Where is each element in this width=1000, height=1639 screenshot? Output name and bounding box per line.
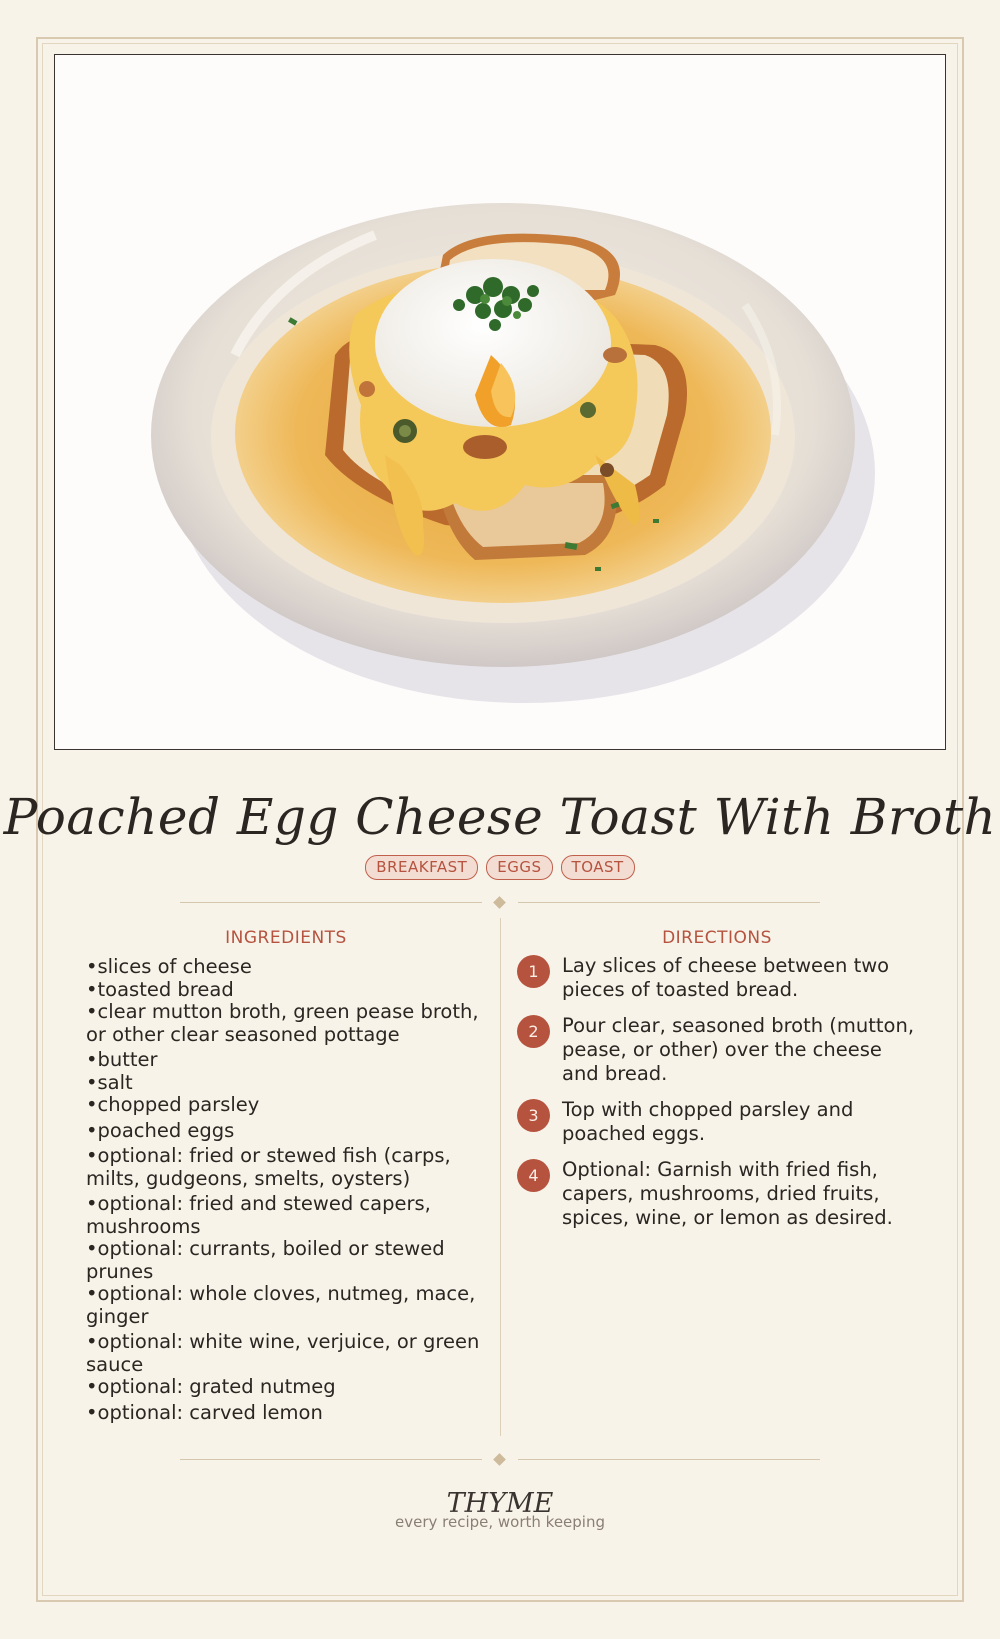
- directions-heading: DIRECTIONS: [662, 928, 772, 948]
- diamond-icon: [493, 896, 506, 909]
- ingredients-heading: INGREDIENTS: [225, 928, 347, 948]
- ingredient-item: • optional: whole cloves, nutmeg, mace, ginger: [86, 1283, 486, 1328]
- step-text: Pour clear, seasoned broth (mutton, pease, or other) over the cheese and bread.: [562, 1014, 915, 1085]
- step-number-badge: 4: [517, 1159, 550, 1192]
- step-text: Top with chopped parsley and poached eggs.: [562, 1098, 854, 1145]
- ingredient-item: • chopped parsley: [86, 1094, 486, 1117]
- ingredient-item: • optional: grated nutmeg: [86, 1376, 486, 1399]
- step-number-badge: 1: [517, 955, 550, 988]
- bottom-divider: [180, 1453, 820, 1465]
- tag-list: [0, 855, 1000, 880]
- recipe-photo: [54, 54, 946, 750]
- ingredient-item: • salt: [86, 1072, 486, 1095]
- ingredient-item: • optional: fried and stewed capers, mushrooms: [86, 1193, 486, 1238]
- ingredient-item: • poached eggs: [86, 1120, 486, 1143]
- ingredient-item: • toasted bread: [86, 979, 486, 1002]
- direction-step: [517, 954, 917, 1002]
- direction-list: [517, 954, 917, 1230]
- ingredient-item: • optional: carved lemon: [86, 1402, 486, 1425]
- ingredient-list: [86, 956, 486, 1424]
- column-separator: [500, 918, 501, 1436]
- ingredient-item: • butter: [86, 1049, 486, 1072]
- tag-eggs[interactable]: EGGS: [486, 855, 552, 880]
- direction-step: [517, 1014, 917, 1086]
- step-text: Optional: Garnish with fried fish, capers, mushrooms, dried fruits, spices, wine, or lemon as desired.: [562, 1158, 893, 1229]
- brand-tagline: every recipe, worth keeping: [394, 1513, 605, 1531]
- ingredient-item: • slices of cheese: [86, 956, 486, 979]
- step-text: Lay slices of cheese between two pieces of toasted bread.: [562, 954, 890, 1001]
- step-number-badge: 2: [517, 1015, 550, 1048]
- diamond-icon: [493, 1453, 506, 1466]
- ingredient-item: • optional: currants, boiled or stewed prunes: [86, 1238, 486, 1283]
- tag-toast[interactable]: TOAST: [561, 855, 635, 880]
- ingredient-item: • optional: white wine, verjuice, or green sauce: [86, 1331, 486, 1376]
- step-number-badge: 3: [517, 1099, 550, 1132]
- direction-step: [517, 1158, 917, 1230]
- poached-egg-toast-illustration: [55, 55, 946, 750]
- brand-logo-text: THYME: [446, 1488, 554, 1519]
- ingredient-item: • optional: fried or stewed fish (carps, milts, gudgeons, smelts, oysters): [86, 1145, 486, 1190]
- direction-step: [517, 1098, 917, 1146]
- tag-breakfast[interactable]: BREAKFAST: [365, 855, 478, 880]
- ingredient-item: • clear mutton broth, green pease broth, or other clear seasoned pottage: [86, 1001, 486, 1046]
- top-divider: [180, 896, 820, 908]
- recipe-title: Poached Egg Cheese Toast With Broth: [3, 788, 997, 846]
